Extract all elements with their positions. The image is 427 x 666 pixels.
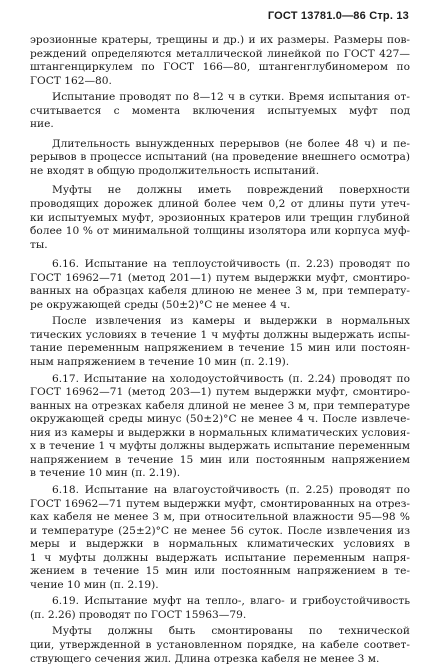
text-line: ГОСТ 16962—71 (метод 203—1) путем выдержки муфт, смонтиро- bbox=[30, 386, 410, 399]
text-line: ствующего сечения жил. Длина отрезка кабеля не менее 3 м. bbox=[30, 652, 380, 665]
text-line: ванных на образцах кабеля длиною не менее 3 м, при температу- bbox=[30, 285, 410, 298]
text-line: 6.18. Испытание на влагоустойчивость (п. 2.25) проводят по bbox=[52, 483, 410, 496]
text-line: напряжением в течение 15 мин или постоянным напряжением bbox=[30, 453, 410, 466]
paragraph-6-18 bbox=[30, 484, 410, 592]
text-line: проводящих дорожек длиной более чем 0,2 от длины пути утеч- bbox=[30, 198, 410, 211]
text-line: 1 ч муфты должны выдержать испытание переменным напря- bbox=[30, 551, 410, 564]
text-line: 6.17. Испытание на холодоустойчивость (п. 2.24) проводят по bbox=[52, 372, 410, 385]
text-line: в течение 10 мин (п. 2.19). bbox=[30, 467, 181, 480]
text-line: и температуре (25±2)°С не менее 56 суток. После извлечения из bbox=[30, 524, 410, 537]
text-line: рерывов в процессе испытаний (на проведение внешнего осмотра) bbox=[30, 151, 410, 164]
paragraph-test-schedule bbox=[30, 91, 410, 132]
text-line: жением в течение 15 мин или постоянным напряжением в те- bbox=[30, 565, 410, 578]
text-line: тание переменным напряжением в течение 15 мин или постоян- bbox=[30, 342, 410, 355]
paragraph-6-16 bbox=[30, 258, 410, 312]
text-line: эрозионные кратеры, трещины и др.) и их размеры. Размеры пов- bbox=[30, 34, 410, 46]
paragraph-breaks bbox=[30, 138, 410, 179]
document-body bbox=[30, 34, 410, 666]
text-line: ки испытуемых муфт, эрозионных кратеров или трещин глубиной bbox=[30, 211, 410, 224]
text-line: меры и выдержки в нормальных климатических условиях в bbox=[30, 538, 410, 551]
text-line: Испытание проводят по 8—12 ч в сутки. Время испытания от- bbox=[52, 91, 410, 104]
paragraph-6-17 bbox=[30, 373, 410, 481]
text-line: х в течение 1 ч муфты должны выдержать испытание переменным bbox=[30, 440, 410, 453]
text-line: Длительность вынужденных перерывов (не более 48 ч) и пе- bbox=[52, 137, 410, 150]
text-line: ты. bbox=[30, 238, 48, 251]
text-line: ГОСТ 16962—71 путем выдержки муфт, смонтированных на отрез- bbox=[30, 497, 410, 510]
text-line: ках кабеля не менее 3 м, при относительной влажности 95—98 % bbox=[30, 511, 410, 524]
text-line: штангенциркулем по ГОСТ 166—80, штангенглубиномером по bbox=[30, 61, 410, 74]
text-line: ции, утвержденной в установленном порядке, на кабеле соответ- bbox=[30, 638, 410, 651]
text-line: тических условиях в течение 1 ч муфты должны выдержать испы- bbox=[30, 328, 410, 341]
text-line: ре окружающей среды (50±2)°С не менее 4 ч. bbox=[30, 298, 291, 311]
text-line: ния из камеры и выдержки в нормальных климатических условия- bbox=[30, 426, 410, 439]
text-line: ванных на отрезках кабеля длиной не менее 3 м, при температуре bbox=[30, 399, 410, 412]
page-header: ГОСТ 13781.0—86 Стр. 13 bbox=[267, 10, 409, 22]
text-line: более 10 % от минимальной толщины изолятора или корпуса муф- bbox=[30, 225, 410, 238]
text-line: чение 10 мин (п. 2.19). bbox=[30, 578, 159, 591]
text-line: (п. 2.26) проводят по ГОСТ 15963—79. bbox=[30, 608, 247, 621]
paragraph-6-16-after bbox=[30, 315, 410, 369]
paragraph-mounting bbox=[30, 625, 410, 666]
paragraph-damage-measurement bbox=[30, 34, 410, 88]
text-line: После извлечения из камеры и выдержки в нормальных bbox=[52, 315, 410, 328]
text-line: считывается с момента включения испытуемых муфт под bbox=[30, 104, 410, 117]
text-line: 6.16. Испытание на теплоустойчивость (п. 2.23) проводят по bbox=[52, 258, 410, 271]
text-line: Муфты должны быть смонтированы по технической bbox=[52, 625, 410, 638]
text-line: ГОСТ 16962—71 (метод 201—1) путем выдержки муфт, смонтиро- bbox=[30, 271, 410, 284]
text-line: Муфты не должны иметь повреждений поверхности bbox=[52, 184, 410, 197]
text-line: окружающей среды минус (50±2)°С не менее 4 ч. После извлече- bbox=[30, 413, 410, 426]
text-line: не входят в общую продолжительность испытаний. bbox=[30, 164, 320, 177]
paragraph-insulator-damage bbox=[30, 184, 410, 252]
text-line: ным напряжением в течение 10 мин (п. 2.19). bbox=[30, 356, 290, 369]
text-line: ГОСТ 162—80. bbox=[30, 74, 112, 87]
text-line: 6.19. Испытание муфт на тепло-, влаго- и грибоустойчивость bbox=[52, 595, 410, 608]
paragraph-6-19 bbox=[30, 595, 410, 622]
text-line: ние. bbox=[30, 118, 54, 131]
text-line: реждений определяются металлической линейкой по ГОСТ 427— bbox=[30, 47, 410, 60]
